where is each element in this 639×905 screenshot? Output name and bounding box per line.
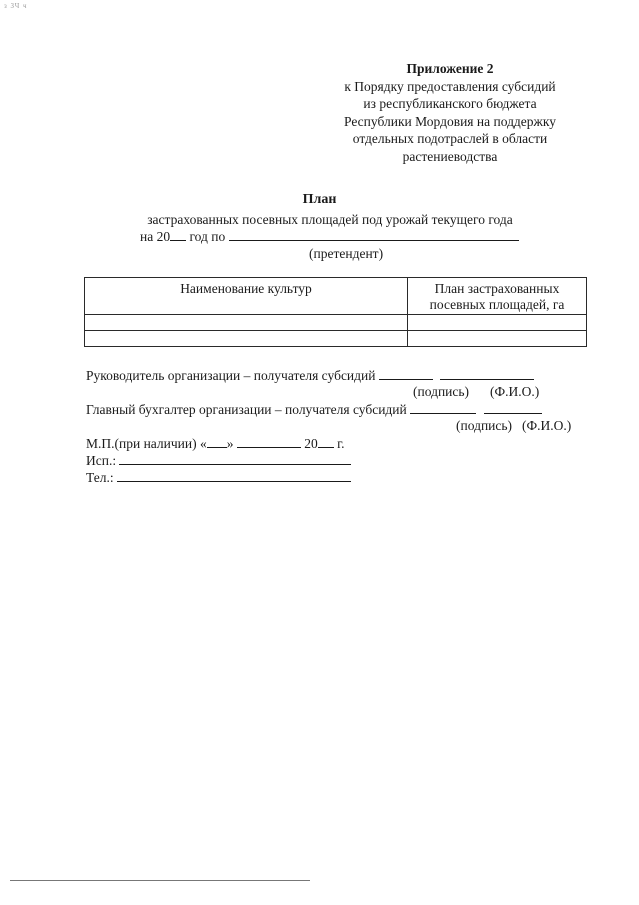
executor-line (86, 452, 351, 469)
executor-blank[interactable] (119, 452, 351, 465)
appendix-line: из республиканского бюджета (363, 96, 537, 111)
year-blank[interactable] (170, 228, 186, 241)
stamp-mid: » (226, 436, 234, 451)
table-cell[interactable] (408, 315, 587, 331)
header-crop-name: Наименование культур (85, 278, 408, 315)
appendix-line: Республики Мордовия на поддержку (344, 113, 556, 129)
stamp-label: М.П.(при наличии) « (86, 436, 207, 451)
table-cell[interactable] (408, 331, 587, 347)
accountant-sign-blank[interactable] (410, 401, 476, 414)
stamp-date-line (86, 435, 345, 452)
day-blank[interactable] (207, 435, 227, 448)
plan-subtitle: застрахованных посевных площадей под урожай текущего года (147, 212, 513, 227)
year-mid: год по (189, 229, 226, 244)
month-blank[interactable] (237, 435, 301, 448)
accountant-caption-name: (Ф.И.О.) (522, 418, 572, 433)
head-label: Руководитель организации – получателя субсидий (86, 368, 376, 383)
accountant-caption-sign: (подпись) (456, 418, 513, 433)
table-cell[interactable] (85, 331, 408, 347)
footer-rule (10, 880, 310, 881)
executor-label: Исп.: (86, 453, 117, 468)
table-row (85, 331, 587, 347)
stamp-year-blank[interactable] (318, 435, 334, 448)
appendix-line: отдельных подотраслей в области (352, 131, 548, 146)
accountant-label: Главный бухгалтер организации – получателя субсидий (86, 402, 407, 417)
head-name-blank[interactable] (440, 367, 534, 380)
head-caption-name: (Ф.И.О.) (490, 384, 540, 399)
accountant-signature-line (86, 401, 542, 418)
pretendent-caption: (претендент) (309, 246, 384, 261)
appendix-header (300, 60, 600, 165)
appendix-line: к Порядку предоставления субсидий (344, 78, 556, 94)
crops-table (84, 277, 587, 347)
head-caption-sign: (подпись) (413, 384, 470, 399)
plan-title: План (302, 192, 337, 207)
phone-label: Тел.: (86, 470, 114, 485)
stamp-suffix: г. (337, 436, 345, 451)
accountant-name-blank[interactable] (484, 401, 542, 414)
year-prefix: на 20 (140, 229, 171, 244)
pretendent-blank[interactable] (229, 228, 519, 241)
phone-blank[interactable] (117, 469, 351, 482)
head-sign-blank[interactable] (379, 367, 433, 380)
appendix-title: Приложение 2 (406, 61, 494, 76)
stamp-year: 20 (304, 436, 318, 451)
table-cell[interactable] (85, 315, 408, 331)
table-row (85, 315, 587, 331)
phone-line (86, 469, 351, 486)
scan-mark: з ЗЧ ч (4, 2, 28, 10)
header-insured-area: План застрахованных посевных площадей, га (408, 278, 587, 315)
plan-year-line (140, 228, 519, 245)
appendix-line: растениеводства (402, 148, 498, 164)
head-signature-line (86, 367, 534, 384)
